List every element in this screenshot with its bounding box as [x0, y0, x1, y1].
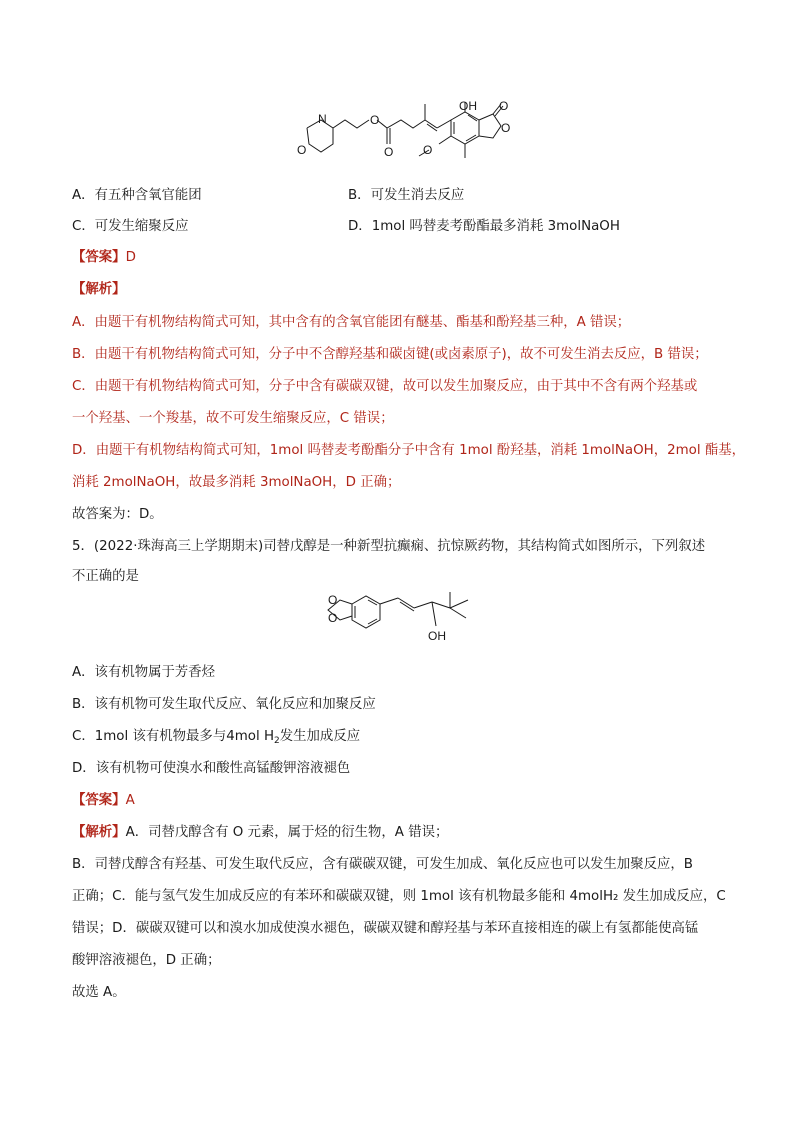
q4-answer-value: D	[125, 250, 136, 265]
q5-stem-line-2: 不正确的是	[72, 569, 139, 584]
structure-mycophenolate-mofetil	[285, 100, 535, 190]
q5-analysis-line: 错误；D．碳碳双键可以和溴水加成使溴水褪色，碳碳双键和醇羟基与苯环直接相连的碳上有氢都能使高锰	[72, 921, 699, 936]
q5-option-c	[72, 728, 360, 750]
q4-option-a: A．有五种含氧官能团	[72, 188, 202, 203]
q5-analysis-line: 正确；C．能与氢气发生加成反应的有苯环和碳碳双键，则 1mol 该有机物最多能和 4molH₂ 发生加成反应，C	[72, 889, 726, 904]
q5-option-c-h2: 4mol H	[226, 729, 275, 744]
q5-analysis-label: 【解析】	[72, 825, 126, 840]
q5-option-d: D．该有机物可使溴水和酸性高锰酸钾溶液褪色	[72, 761, 351, 776]
q5-analysis-line: B．司替戊醇含有羟基、可发生取代反应，含有碳碳双键，可发生加成、氧化反应也可以发生加聚反应，B	[72, 857, 693, 872]
q4-analysis-label: 【解析】	[72, 282, 126, 297]
q4-option-d: D．1mol 吗替麦考酚酯最多消耗 3molNaOH	[348, 219, 620, 234]
q4-analysis-line: 消耗 2molNaOH，故最多消耗 3molNaOH，D 正确；	[72, 475, 401, 490]
morpholine-o-label: O	[297, 143, 307, 157]
structure-stiripentol	[318, 590, 488, 658]
q4-analysis-line: 一个羟基、一个羧基，故不可发生缩聚反应，C 错误；	[72, 411, 394, 426]
q5-stem-line-1: 5．(2022·珠海高三上学期期末)司替戊醇是一种新型抗癫痫、抗惊厥药物，其结构简式如图所示，下列叙述	[72, 539, 706, 554]
q5-analysis-first	[72, 824, 448, 842]
q4-analysis-conclusion: 故答案为：D。	[72, 507, 163, 522]
dioxole-o-top-label: O	[328, 593, 338, 607]
q5-option-c-post: 发生加成反应	[279, 729, 361, 744]
methoxy-o-label: O	[423, 143, 433, 157]
q4-option-c: C．可发生缩聚反应	[72, 219, 189, 234]
q5-option-c-sub: 2	[274, 736, 280, 746]
carbonyl-o-label: O	[384, 145, 394, 159]
q5-analysis-a: A．司替戊醇含有 O 元素，属于烃的衍生物，A 错误；	[125, 825, 449, 840]
q5-answer-label: 【答案】	[72, 793, 126, 808]
lactone-o-label: O	[501, 121, 511, 135]
ester-o-label: O	[370, 113, 380, 127]
q5-answer-value: A	[125, 793, 135, 808]
q4-analysis-line: B．由题干有机物结构简式可知，分子中不含醇羟基和碳卤键(或卤素原子)，故不可发生消去反应，B 错误；	[72, 347, 708, 362]
q4-analysis-line: A．由题干有机物结构简式可知，其中含有的含氧官能团有醚基、酯基和酚羟基三种，A 错误；	[72, 315, 631, 330]
q4-option-b: B．可发生消去反应	[348, 188, 465, 203]
q5-analysis-conclusion: 故选 A。	[72, 985, 126, 1000]
dioxole-o-bottom-label: O	[328, 611, 338, 625]
q5-option-b: B．该有机物可发生取代反应、氧化反应和加聚反应	[72, 697, 376, 712]
q5-option-a: A．该有机物属于芳香烃	[72, 665, 216, 680]
q5-analysis-line: 酸钾溶液褪色，D 正确；	[72, 953, 221, 968]
lactone-carbonyl-o-label: O	[499, 100, 509, 113]
oh-label: OH	[459, 100, 477, 113]
q4-answer-label: 【答案】	[72, 250, 126, 265]
q4-answer	[72, 249, 136, 267]
q4-analysis-line: D．由题干有机物结构简式可知，1mol 吗替麦考酚酯分子中含有 1mol 酚羟基，消耗 1molNaOH，2mol 酯基，	[72, 443, 746, 458]
q5-option-c-pre: C．1mol 该有机物最多与	[72, 729, 227, 744]
stiripentol-oh-label: OH	[428, 629, 446, 643]
q4-analysis-line: C．由题干有机物结构简式可知，分子中含有碳碳双键，故可以发生加聚反应，由于其中不含有两个羟基或	[72, 379, 698, 394]
morpholine-n-label: N	[318, 112, 327, 126]
q5-answer	[72, 792, 135, 810]
